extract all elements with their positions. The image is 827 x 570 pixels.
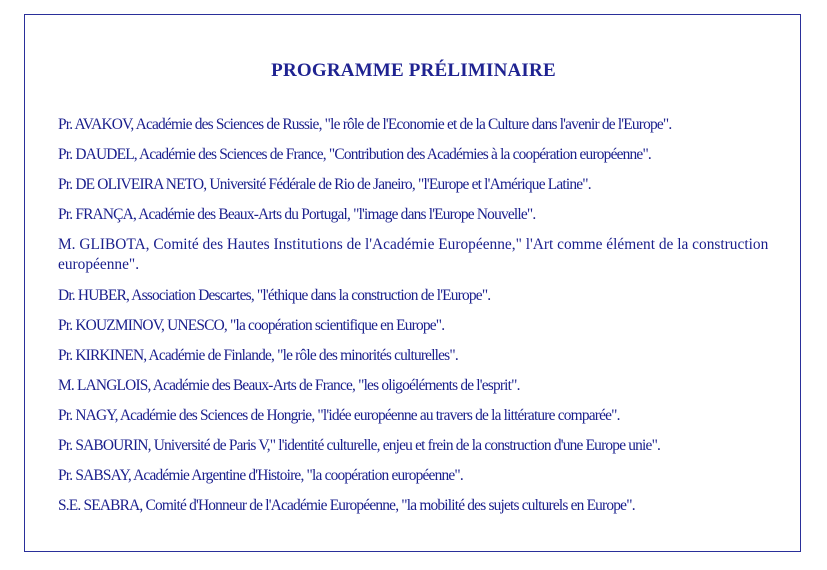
list-item: Pr. SABSAY, Académie Argentine d'Histoire, "la coopération européenne". (58, 467, 463, 484)
list-item: M. GLIBOTA, Comité des Hautes Institutions de l'Académie Européenne," l'Art comme élément de la construction européenne". (58, 236, 769, 273)
list-item: Pr. AVAKOV, Académie des Sciences de Russie, "le rôle de l'Economie et de la Culture dans l'avenir de l'Europe". (58, 116, 672, 133)
list-item: Pr. DAUDEL, Académie des Sciences de France, "Contribution des Académies à la coopération européenne". (58, 146, 651, 163)
list-item: Pr. FRANÇA, Académie des Beaux-Arts du Portugal, "l'image dans l'Europe Nouvelle". (58, 206, 536, 223)
list-item: Pr. KOUZMINOV, UNESCO, "la coopération scientifique en Europe". (58, 317, 445, 334)
list-item: Pr. NAGY, Académie des Sciences de Hongrie, "l'idée européenne au travers de la littérature comparée". (58, 407, 620, 424)
speaker-list (58, 115, 788, 526)
page-title: PROGRAMME PRÉLIMINAIRE (271, 60, 556, 81)
list-item: Pr. KIRKINEN, Académie de Finlande, "le rôle des minorités culturelles". (58, 347, 458, 364)
list-item: Pr. SABOURIN, Université de Paris V," l'identité culturelle, enjeu et frein de la construction d'une Europe unie". (58, 437, 661, 454)
list-item: M. LANGLOIS, Académie des Beaux-Arts de France, "les oligoéléments de l'esprit". (58, 377, 520, 394)
list-item: Pr. DE OLIVEIRA NETO, Université Fédérale de Rio de Janeiro, "l'Europe et l'Amérique Latine". (58, 176, 591, 193)
list-item: Dr. HUBER, Association Descartes, "l'éthique dans la construction de l'Europe". (58, 287, 491, 304)
list-item: S.E. SEABRA, Comité d'Honneur de l'Académie Européenne, "la mobilité des sujets culturels en Europe". (58, 497, 635, 514)
